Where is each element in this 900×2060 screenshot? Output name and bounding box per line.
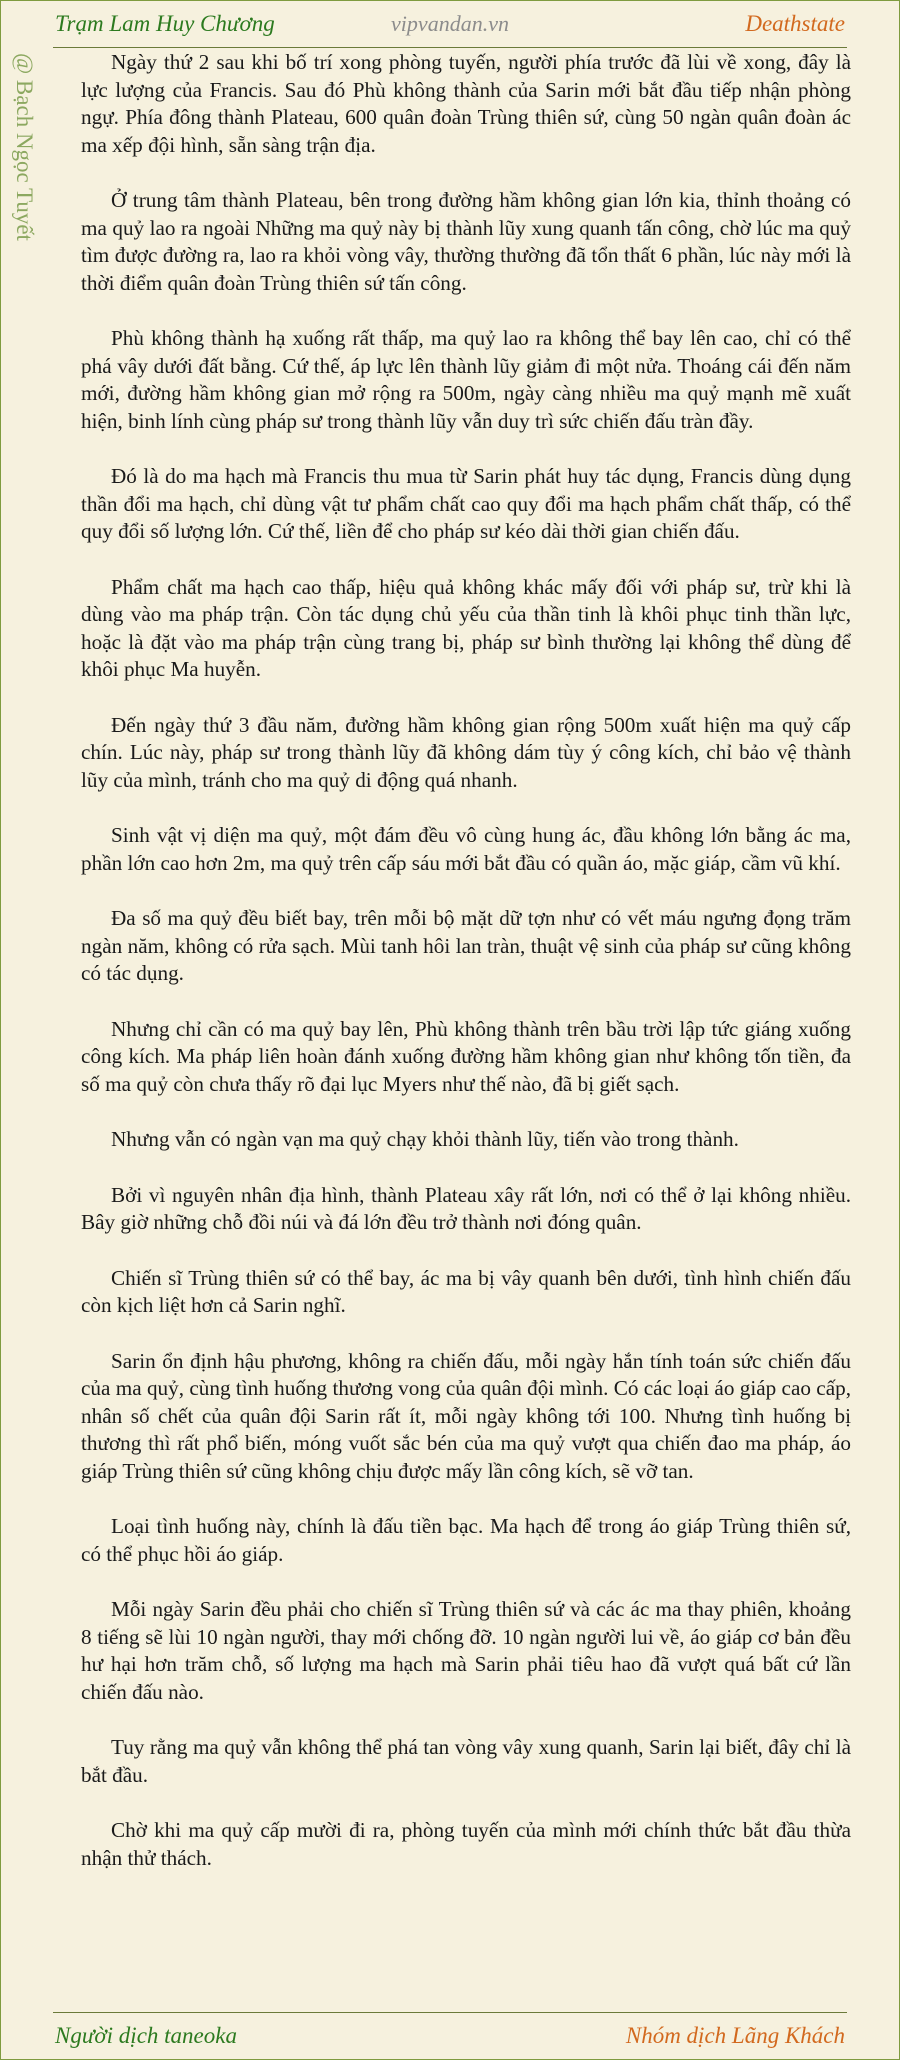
paragraph: Mỗi ngày Sarin đều phải cho chiến sĩ Trùng thiên sứ và các ác ma thay phiên, khoảng 8 tiếng sẽ lùi 10 ngàn người, thay mới chống đỡ. 10 ngàn người lui về, áo giáp cơ bản đều hư hại hơn trăm chỗ, số lượng ma hạch mà Sarin phải tiêu hao đã vượt quá bất cứ lần chiến đấu nào. xyxy=(81,1597,851,1704)
paragraph: Nhưng vẫn có ngàn vạn ma quỷ chạy khỏi thành lũy, tiến vào trong thành. xyxy=(111,1127,739,1151)
paragraph: Tuy rằng ma quỷ vẫn không thể phá tan vòng vây xung quanh, Sarin lại biết, đây chỉ là bắt đầu. xyxy=(81,1735,851,1787)
paragraph: Sarin ổn định hậu phương, không ra chiến đấu, mỗi ngày hắn tính toán sức chiến đấu của ma quỷ, cùng tình huống thương vong của quân đội mình. Có các loại áo giáp cao cấp, nhân số chết của quân đội Sarin rất ít, mỗi ngày không tới 100. Nhưng tình huống bị thương thì rất phổ biến, móng vuốt sắc bén của ma quỷ vượt qua chiến đao ma pháp, áo giáp Trùng thiên sứ cũng không chịu được mấy lần công kích, sẽ vỡ tan. xyxy=(81,1348,851,1483)
footer-group: Nhóm dịch Lãng Khách xyxy=(625,2023,845,2048)
paragraph: Ở trung tâm thành Plateau, bên trong đường hầm không gian lớn kia, thỉnh thoảng có ma quỷ lao ra ngoài Những ma quỷ này bị thành lũy xung quanh tấn công, chờ lúc ma quỷ tìm được đường ra, lao ra khỏi vòng vây, thường thường đã tổn thất 6 phần, lúc này mới là thời điểm quân đoàn Trùng thiên sứ tấn công. xyxy=(81,188,851,295)
page-footer xyxy=(53,2012,847,2059)
paragraph: Bởi vì nguyên nhân địa hình, thành Plateau xây rất lớn, nơi có thể ở lại không nhiều. Bây giờ những chỗ đồi núi và đá lớn đều trở thành nơi đóng quân. xyxy=(81,1182,851,1234)
paragraph: Phù không thành hạ xuống rất thấp, ma quỷ lao ra không thể bay lên cao, chỉ có thể phá vây dưới đất bằng. Cứ thế, áp lực lên thành lũy giảm đi một nửa. Thoáng cái đến năm mới, đường hầm không gian mở rộng ra 500m, ngày càng nhiều ma quỷ mạnh mẽ xuất hiện, binh lính cùng pháp sư trong thành lũy vẫn duy trì sức chiến đấu tràn đầy. xyxy=(81,326,851,433)
paragraph: Nhưng chỉ cần có ma quỷ bay lên, Phù không thành trên bầu trời lập tức giáng xuống công kích. Ma pháp liên hoàn đánh xuống đường hầm không gian như không tốn tiền, đa số ma quỷ còn chưa thấy rõ đại lục Myers như thế nào, đã bị giết sạch. xyxy=(81,1016,851,1096)
paragraph: Chờ khi ma quỷ cấp mười đi ra, phòng tuyến của mình mới chính thức bắt đầu thừa nhận thử thách. xyxy=(81,1818,851,1870)
paragraph: Phẩm chất ma hạch cao thấp, hiệu quả không khác mấy đối với pháp sư, trừ khi là dùng vào ma pháp trận. Còn tác dụng chủ yếu của thần tinh là khôi phục tinh thần lực, hoặc là đặt vào ma pháp trận cùng trang bị, pháp sư bình thường lại không thể dùng để khôi phục Ma huyễn. xyxy=(81,574,851,681)
chapter-body xyxy=(81,49,851,1900)
page-header xyxy=(53,1,847,48)
paragraph: Chiến sĩ Trùng thiên sứ có thể bay, ác ma bị vây quanh bên dưới, tình hình chiến đấu còn kịch liệt hơn cả Sarin nghĩ. xyxy=(81,1265,851,1317)
header-site-name: Trạm Lam Huy Chương xyxy=(55,11,275,36)
side-watermark xyxy=(7,53,43,273)
header-url: vipvandan.vn xyxy=(391,11,509,36)
header-book-title: Deathstate xyxy=(745,11,845,36)
paragraph: Đa số ma quỷ đều biết bay, trên mỗi bộ mặt dữ tợn như có vết máu ngưng đọng trăm ngàn năm, không có rửa sạch. Mùi tanh hôi lan tràn, thuật vệ sinh của pháp sư cũng không có tác dụng. xyxy=(81,906,851,985)
paragraph: Loại tình huống này, chính là đấu tiền bạc. Ma hạch để trong áo giáp Trùng thiên sứ, có thể phục hồi áo giáp. xyxy=(81,1514,851,1566)
footer-translator: Người dịch taneoka xyxy=(55,2023,237,2048)
paragraph: Đó là do ma hạch mà Francis thu mua từ Sarin phát huy tác dụng, Francis dùng dụng thần đổi ma hạch, chỉ dùng vật tư phẩm chất cao quy đổi ma hạch phẩm chất thấp, có thể quy đổi số lượng lớn. Cứ thế, liền để cho pháp sư kéo dài thời gian chiến đấu. xyxy=(81,464,851,543)
paragraph: Đến ngày thứ 3 đầu năm, đường hầm không gian rộng 500m xuất hiện ma quỷ cấp chín. Lúc này, pháp sư trong thành lũy đã không dám tùy ý công kích, chỉ bảo vệ thành lũy của mình, tránh cho ma quỷ di động quá nhanh. xyxy=(81,712,851,792)
paragraph: Ngày thứ 2 sau khi bố trí xong phòng tuyến, người phía trước đã lùi về xong, đây là lực lượng của Francis. Sau đó Phù không thành của Sarin mới bắt đầu tiếp nhận phòng ngự. Phía đông thành Plateau, 600 quân đoàn Trùng thiên sứ, cùng 50 ngàn quân đoàn ác ma xếp đội hình, sẵn sàng trận địa. xyxy=(81,50,851,157)
paragraph: Sinh vật vị diện ma quỷ, một đám đều vô cùng hung ác, đầu không lớn bằng ác ma, phần lớn cao hơn 2m, ma quỷ trên cấp sáu mới bắt đầu có quần áo, mặc giáp, cầm vũ khí. xyxy=(81,823,851,875)
side-watermark-text: @ Bạch Ngọc Tuyết xyxy=(12,53,37,241)
